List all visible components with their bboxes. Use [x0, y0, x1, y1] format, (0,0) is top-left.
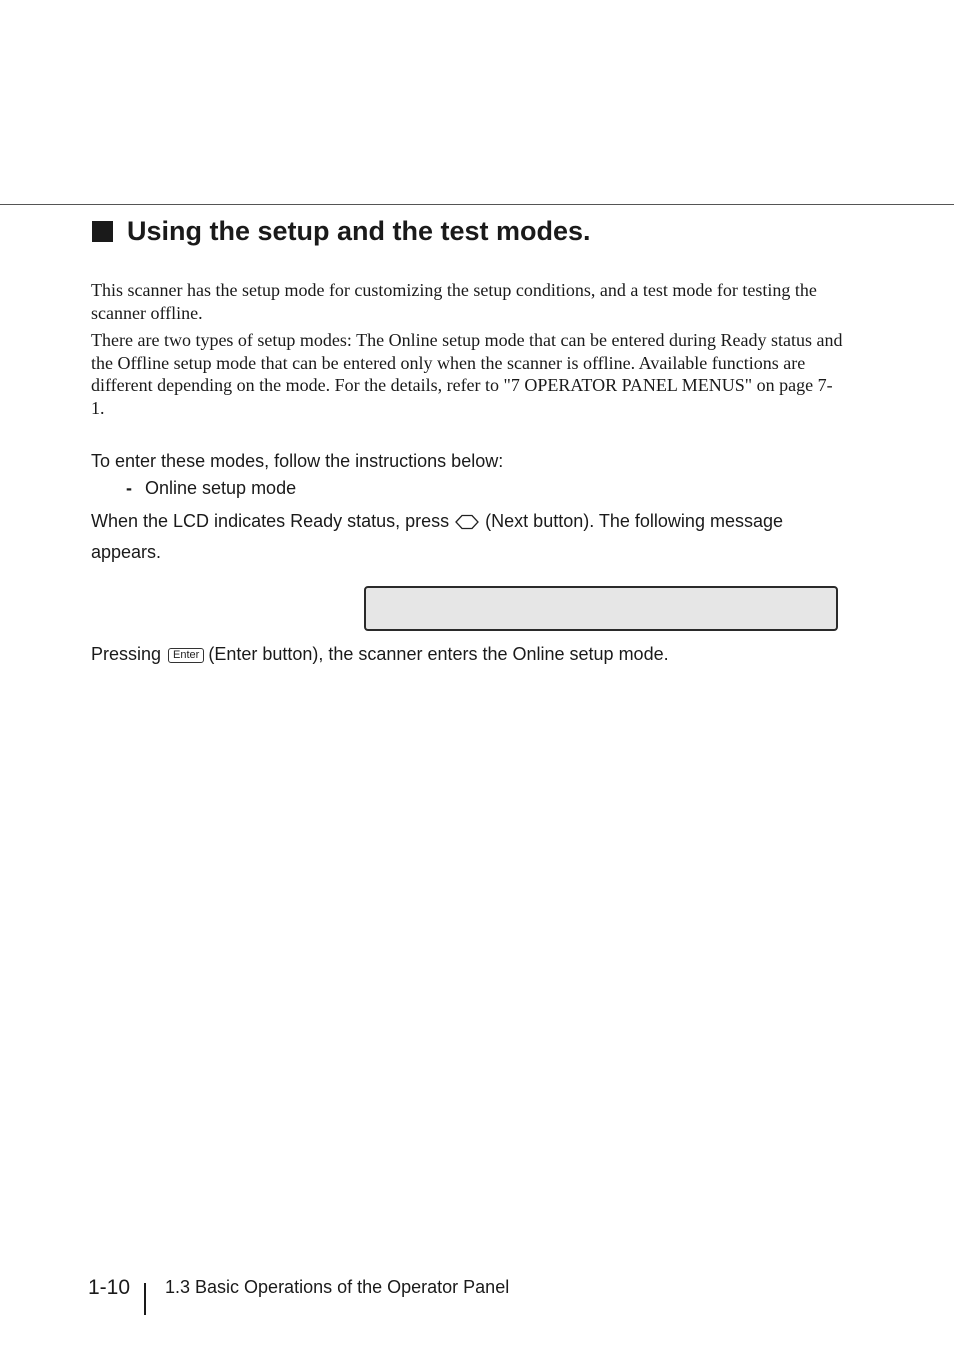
- intro-paragraph-1: This scanner has the setup mode for customizing the setup conditions, and a test mode for testing the scanner offline.: [91, 280, 817, 323]
- next-button-icon: [455, 510, 479, 538]
- enter-key-icon: Enter: [168, 648, 204, 663]
- footer-divider: [144, 1283, 146, 1315]
- lcd-text-after: (Next button). The following message appears.: [91, 511, 783, 562]
- lcd-text-before: When the LCD indicates Ready status, press: [91, 511, 450, 531]
- footer-section-title: 1.3 Basic Operations of the Operator Panel: [165, 1277, 510, 1297]
- lcd-instruction: [91, 507, 851, 566]
- instructions-lead: To enter these modes, follow the instructions below:: [91, 451, 504, 471]
- page-number: 1-10: [88, 1276, 131, 1299]
- pressing-text-before: Pressing: [91, 644, 162, 664]
- intro-paragraph-2: There are two types of setup modes: The Online setup mode that can be entered during Ready status and the Offline setup mode that can be entered only when the scanner is offline. Available functions are different depending on the mode. For the details, refer to "7 OPERATOR PANEL MENUS" on page 7-1.: [91, 330, 843, 418]
- enter-instruction: [91, 643, 669, 665]
- bullet-text: Online setup mode: [145, 478, 297, 498]
- list-item: [126, 477, 296, 499]
- lcd-message-box: [364, 586, 838, 631]
- top-rule: [0, 204, 954, 205]
- bullet-marker: -: [126, 478, 132, 498]
- square-bullet-icon: [92, 221, 113, 242]
- section-heading-text: Using the setup and the test modes.: [127, 216, 591, 246]
- pressing-text-after: (Enter button), the scanner enters the Online setup mode.: [208, 644, 669, 664]
- section-heading: [92, 211, 591, 251]
